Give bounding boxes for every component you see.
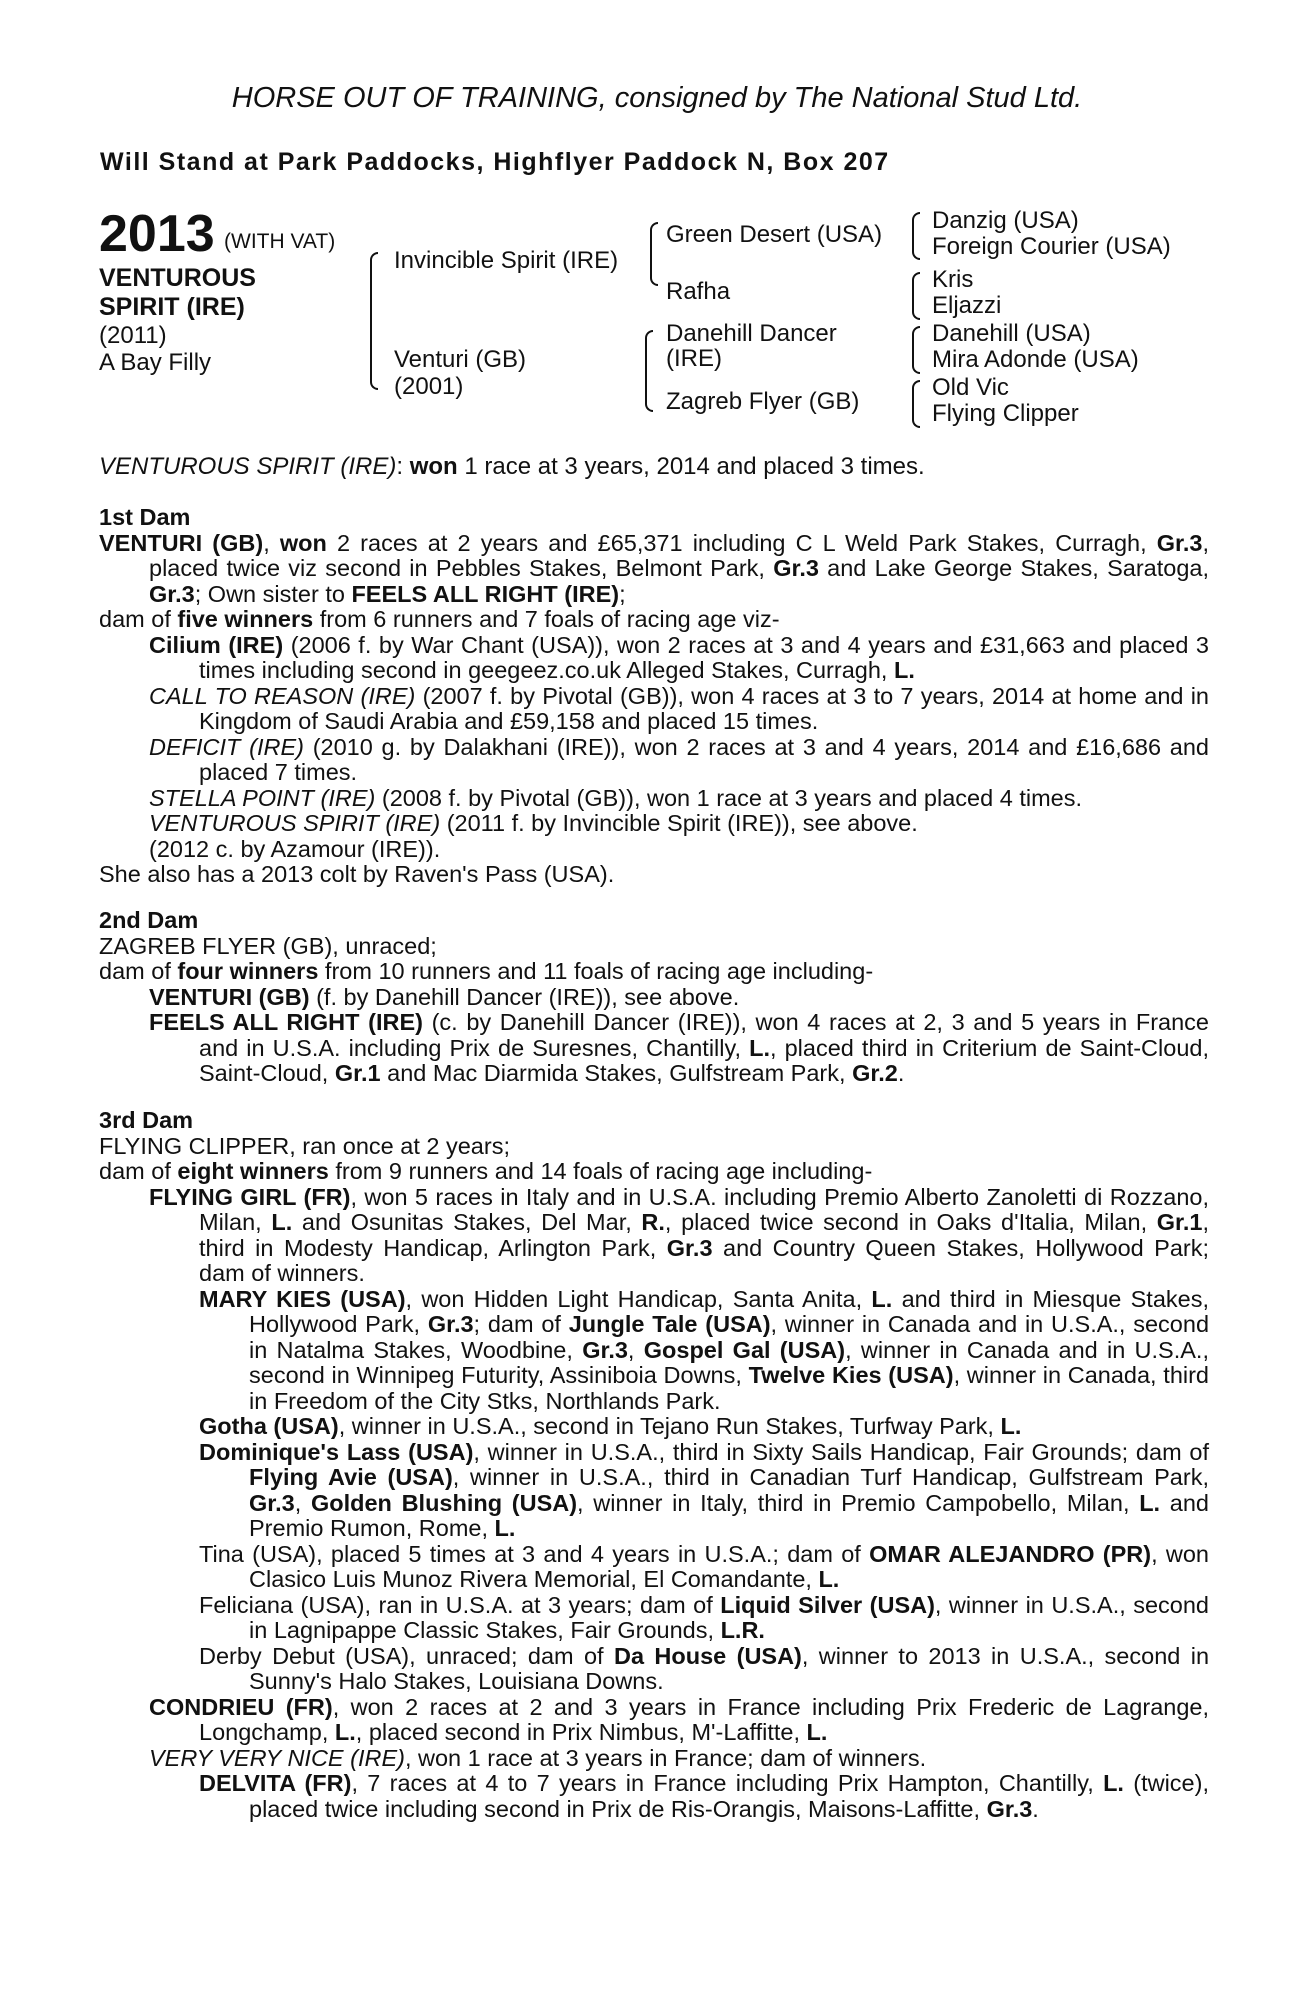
text: (2010 g. by Dalakhani (IRE)), won 2 races at 3 and 4 years, 2014 and £16,686 and placed 7 times. [199, 733, 1209, 785]
pedigree-sds: Kris [932, 266, 974, 293]
first-dam-note: She also has a 2013 colt by Raven's Pass (USA). [99, 861, 615, 887]
pedigree-ddd: Flying Clipper [932, 400, 1079, 427]
produce-name: STELLA POINT (IRE) [149, 784, 376, 811]
produce-name: Dominique's Lass (USA) [199, 1438, 474, 1465]
horse-name-line2: SPIRIT (IRE) [99, 293, 245, 321]
text: from 9 runners and 14 foals of racing age including- [335, 1158, 873, 1184]
grade: L.R. [720, 1617, 765, 1643]
grade: L. [494, 1515, 516, 1541]
produce-name: CALL TO REASON (IRE) [149, 682, 416, 709]
produce-very-very-nice [99, 1746, 1209, 1772]
horse-info [99, 322, 211, 376]
second-dam-produce-intro [99, 959, 1209, 985]
produce-name: Da House (USA) [613, 1642, 802, 1669]
produce-name: VENTUROUS SPIRIT (IRE) [149, 810, 441, 836]
produce-cilium [99, 633, 1209, 684]
produce-name: FLYING GIRL (FR) [149, 1183, 351, 1210]
produce-name: DELVITA (FR) [199, 1770, 352, 1796]
text: , [294, 1489, 302, 1516]
produce-name: Twelve Kies (USA) [748, 1362, 954, 1388]
first-dam-title: 1st Dam [99, 504, 191, 530]
winners-count: five winners [177, 606, 314, 632]
grade: L. [749, 1034, 770, 1061]
first-dam-name: VENTURI (GB) [99, 529, 264, 556]
text: . [1032, 1795, 1039, 1822]
grade: L. [1103, 1770, 1124, 1796]
g2-brace [912, 272, 920, 320]
text: , winner in Canada and in U.S.A., second in Winnipeg Futurity, Assiniboia Downs, [249, 1336, 1209, 1388]
produce-name: Jungle Tale (USA) [568, 1311, 771, 1337]
grade: Gr.3 [149, 580, 195, 607]
produce-venturous-spirit [99, 811, 1209, 837]
produce-feliciana [99, 1593, 1209, 1644]
g4-brace [912, 380, 920, 428]
pedigree-dam: Venturi (GB) [394, 346, 527, 373]
text: dam of [99, 958, 171, 984]
horse-name [99, 264, 256, 322]
pedigree-sire-sire: Green Desert (USA) [666, 221, 883, 248]
text: , winner in U.S.A., third in Canadian Turf Handicap, Gulfstream Park, [452, 1464, 1209, 1490]
text: , winner in U.S.A., second in Lagnipappe Classic Stakes, Fair Grounds, [249, 1591, 1209, 1643]
produce-2012-colt [99, 837, 1209, 863]
produce-flying-girl [99, 1185, 1209, 1287]
pedigree-sdd: Eljazzi [932, 292, 1002, 319]
produce-name: Liquid Silver (USA) [720, 1591, 935, 1618]
pedigree-dsd: Mira Adonde (USA) [932, 346, 1139, 373]
text: , won Clasico Luis Munoz Rivera Memorial, El Comandante, [249, 1540, 1210, 1592]
first-dam-won: won [279, 529, 327, 556]
vat-note: (WITH VAT) [224, 230, 336, 253]
grade: Gr.2 [852, 1060, 898, 1086]
produce-derby-debut [99, 1644, 1209, 1695]
g3-brace [912, 326, 920, 374]
grade: Gr.3 [427, 1311, 474, 1337]
pedigree-dds: Old Vic [932, 374, 1009, 401]
third-dam-produce-intro [99, 1159, 1209, 1185]
produce-name: OMAR ALEJANDRO (PR) [869, 1540, 1152, 1567]
text: , won Hidden Light Handicap, Santa Anita, [405, 1285, 863, 1312]
text: , won 2 races at 2 and 3 years in France including Prix Frederic de Lagrange, Longchamp, [199, 1693, 1210, 1745]
text: , winner in Canada, third in Freedom of the City Stks, Northlands Park. [249, 1362, 1210, 1414]
text: , won 1 race at 3 years in France; dam of winners. [404, 1744, 927, 1771]
text: , winner in Italy, third in Premio Campobello, Milan, [577, 1489, 1130, 1516]
grade: Gr.3 [773, 555, 819, 581]
text: 2 races at 2 years and £65,371 including C L Weld Park Stakes, Curragh, [336, 529, 1147, 556]
produce-deficit [99, 735, 1209, 786]
winners-count: eight winners [177, 1158, 329, 1184]
produce-name: Flying Avie (USA) [249, 1464, 453, 1490]
horse-name-line1: VENTUROUS [99, 264, 256, 292]
text: and third in Miesque Stakes, Hollywood Park, [249, 1285, 1210, 1337]
text: and Premio Rumon, Rome, [249, 1489, 1209, 1541]
text: , [627, 1336, 635, 1363]
produce-name: Gospel Gal (USA) [643, 1336, 846, 1363]
pedigree-dam-sire-line2: (IRE) [666, 345, 722, 372]
pedigree-sire: Invincible Spirit (IRE) [394, 247, 619, 274]
second-dam-intro: ZAGREB FLYER (GB), unraced; [99, 932, 437, 959]
text: (2006 f. by War Chant (USA)), won 2 races at 3 and 4 years and £31,663 and placed 3 times including second in geegeez.co.uk Alleged Stakes, Curragh, [199, 631, 1210, 683]
consignor-heading: HORSE OUT OF TRAINING, consigned by The National Stud Ltd. [231, 82, 1083, 114]
third-dam-section [99, 1108, 1209, 1822]
text: Tina (USA), placed 5 times at 3 and 4 years in U.S.A.; dam of [199, 1540, 861, 1567]
produce-name: Gotha (USA) [199, 1413, 339, 1439]
produce-delvita [99, 1771, 1209, 1822]
produce-dominiques-lass [99, 1440, 1209, 1542]
first-dam-section [99, 505, 1209, 888]
text: ; dam of [473, 1311, 561, 1337]
summary-horse-name: VENTUROUS SPIRIT (IRE) [99, 453, 397, 480]
summary-text: 1 race at 3 years, 2014 and placed 3 times. [464, 453, 925, 480]
produce-name: FEELS ALL RIGHT (IRE) [149, 1009, 423, 1035]
text: , placed third in Criterium de Saint-Cloud, Saint-Cloud, [199, 1034, 1209, 1086]
produce-condrieu [99, 1695, 1209, 1746]
grade: Gr.3 [986, 1795, 1033, 1822]
first-dam-record: VENTURI (GB), won 2 races at 2 years and £65,371 including C L Weld Park Stakes, Curragh, Gr.3, placed twice viz second in Pebbles Stakes, Belmont Park, Gr.3 and Lake George Stakes, Saratoga, Gr.3; Own sister to FEELS ALL RIGHT (IRE); [99, 529, 1210, 607]
dam-parents-brace [645, 330, 653, 412]
grade: Gr.3 [1156, 529, 1203, 556]
produce-feels-all-right [99, 1010, 1209, 1087]
grade: L. [271, 1209, 293, 1235]
stand-location: Will Stand at Park Paddocks, Highflyer Paddock N, Box 207 [100, 148, 890, 176]
grade: Gr.3 [582, 1336, 628, 1363]
produce-tina [99, 1542, 1209, 1593]
foaled-year: (2011) [99, 322, 167, 349]
produce-name: VERY VERY NICE (IRE) [149, 1744, 405, 1771]
text: , placed second in Prix Nimbus, M'-Laffitte, [355, 1719, 800, 1745]
pedigree-dss: Danehill (USA) [932, 320, 1091, 347]
grade: R. [641, 1209, 665, 1235]
produce-venturi [99, 985, 1209, 1011]
text: ; [619, 580, 626, 607]
text: , placed twice viz second in Pebbles Stakes, Belmont Park, [149, 529, 1210, 581]
produce-name: VENTURI (GB) [149, 983, 310, 1010]
grade: L. [871, 1285, 893, 1312]
text: ; Own sister to [194, 580, 345, 607]
produce-name: MARY KIES (USA) [199, 1285, 406, 1312]
own-sister-name: FEELS ALL RIGHT (IRE) [351, 580, 620, 607]
second-dam-section [99, 908, 1209, 1087]
grade: Gr.3 [666, 1234, 713, 1261]
grade: L. [893, 657, 915, 683]
grade: Gr.1 [334, 1060, 381, 1086]
produce-gotha [99, 1414, 1209, 1440]
text: Derby Debut (USA), unraced; dam of [199, 1642, 604, 1669]
text: and Mac Diarmida Stakes, Gulfstream Park, [387, 1060, 846, 1086]
sire-dam-brace [370, 252, 378, 390]
text: from 6 runners and 7 foals of racing age viz- [319, 606, 780, 632]
produce-name: DEFICIT (IRE) [149, 733, 304, 760]
text: . [897, 1060, 905, 1086]
text: from 10 runners and 11 foals of racing age including- [324, 958, 874, 984]
pedigree-dam-dam: Zagreb Flyer (GB) [666, 388, 860, 415]
horse-description: A Bay Filly [99, 349, 212, 376]
pedigree-sss: Danzig (USA) [932, 207, 1079, 234]
grade: Gr.1 [1156, 1209, 1203, 1235]
text: (f. by Danehill Dancer (IRE)), see above. [316, 983, 740, 1010]
text: and Lake George Stakes, Saratoga, [827, 555, 1209, 581]
pedigree-dam-year: (2001) [394, 373, 464, 400]
pedigree-dam-sire-line1: Danehill Dancer [666, 320, 837, 347]
text: , third in Modesty Handicap, Arlington Park, [199, 1209, 1210, 1261]
first-dam-produce-intro [99, 607, 1209, 633]
text: (2011 f. by Invincible Spirit (IRE)), see above. [446, 810, 918, 836]
grade: L. [1000, 1413, 1022, 1439]
sire-parents-brace [650, 222, 658, 286]
text: , 7 races at 4 to 7 years in France including Prix Hampton, Chantilly, [351, 1770, 1094, 1796]
text: (2008 f. by Pivotal (GB)), won 1 race at 3 years and placed 4 times. [381, 784, 1082, 811]
grade: L. [334, 1719, 356, 1745]
g1-brace [912, 212, 920, 260]
produce-name: CONDRIEU (FR) [149, 1693, 333, 1720]
produce-mary-kies [99, 1287, 1209, 1415]
text: (2012 c. by Azamour (IRE)). [149, 835, 441, 862]
text: , winner in Canada and in U.S.A., second in Natalma Stakes, Woodbine, [249, 1311, 1210, 1363]
text: (2007 f. by Pivotal (GB)), won 4 races at 3 to 7 years, 2014 at home and in Kingdom of Saudi Arabia and £59,158 and placed 15 times. [199, 682, 1210, 734]
text: dam of [99, 606, 171, 632]
text: (c. by Danehill Dancer (IRE)), won 4 races at 2, 3 and 5 years in France and in U.S.A. including Prix de Suresnes, Chantilly, [199, 1009, 1210, 1061]
text: , won 5 races in Italy and in U.S.A. including Premio Alberto Zanoletti di Rozzano, Milan, [199, 1183, 1210, 1235]
text: , placed twice second in Oaks d'Italia, Milan, [664, 1209, 1148, 1235]
produce-name: Cilium (IRE) [149, 631, 284, 658]
text: , winner to 2013 in U.S.A., second in Sunny's Halo Stakes, Louisiana Downs. [249, 1642, 1210, 1694]
produce-call-to-reason [99, 684, 1209, 735]
text: dam of [99, 1158, 171, 1184]
grade: Gr.3 [249, 1489, 295, 1516]
second-dam-title: 2nd Dam [99, 907, 199, 933]
text: and Osunitas Stakes, Del Mar, [301, 1209, 632, 1235]
text: (twice), placed twice including second in Prix de Ris-Orangis, Maisons-Laffitte, [249, 1770, 1209, 1822]
produce-stella-point [99, 786, 1209, 812]
pedigree-ssd: Foreign Courier (USA) [932, 233, 1171, 260]
grade: L. [818, 1566, 840, 1592]
race-summary: VENTUROUS SPIRIT (IRE): won 1 race at 3 years, 2014 and placed 3 times. [99, 453, 925, 480]
summary-won: won [409, 453, 458, 480]
text: , winner in U.S.A., second in Tejano Run Stakes, Turfway Park, [338, 1413, 994, 1439]
winners-count: four winners [177, 958, 319, 984]
grade: L. [806, 1719, 828, 1745]
lot-year: 2013 [99, 205, 215, 263]
third-dam-title: 3rd Dam [99, 1107, 194, 1133]
text: , winner in U.S.A., third in Sixty Sails Handicap, Fair Grounds; dam of [473, 1438, 1209, 1465]
text: Feliciana (USA), ran in U.S.A. at 3 years; dam of [199, 1591, 713, 1618]
third-dam-intro: FLYING CLIPPER, ran once at 2 years; [99, 1132, 510, 1159]
text: and Country Queen Stakes, Hollywood Park; dam of winners. [199, 1234, 1210, 1286]
produce-name: Golden Blushing (USA) [310, 1489, 578, 1516]
pedigree-sire-dam: Rafha [666, 278, 731, 305]
grade: L. [1139, 1489, 1161, 1516]
